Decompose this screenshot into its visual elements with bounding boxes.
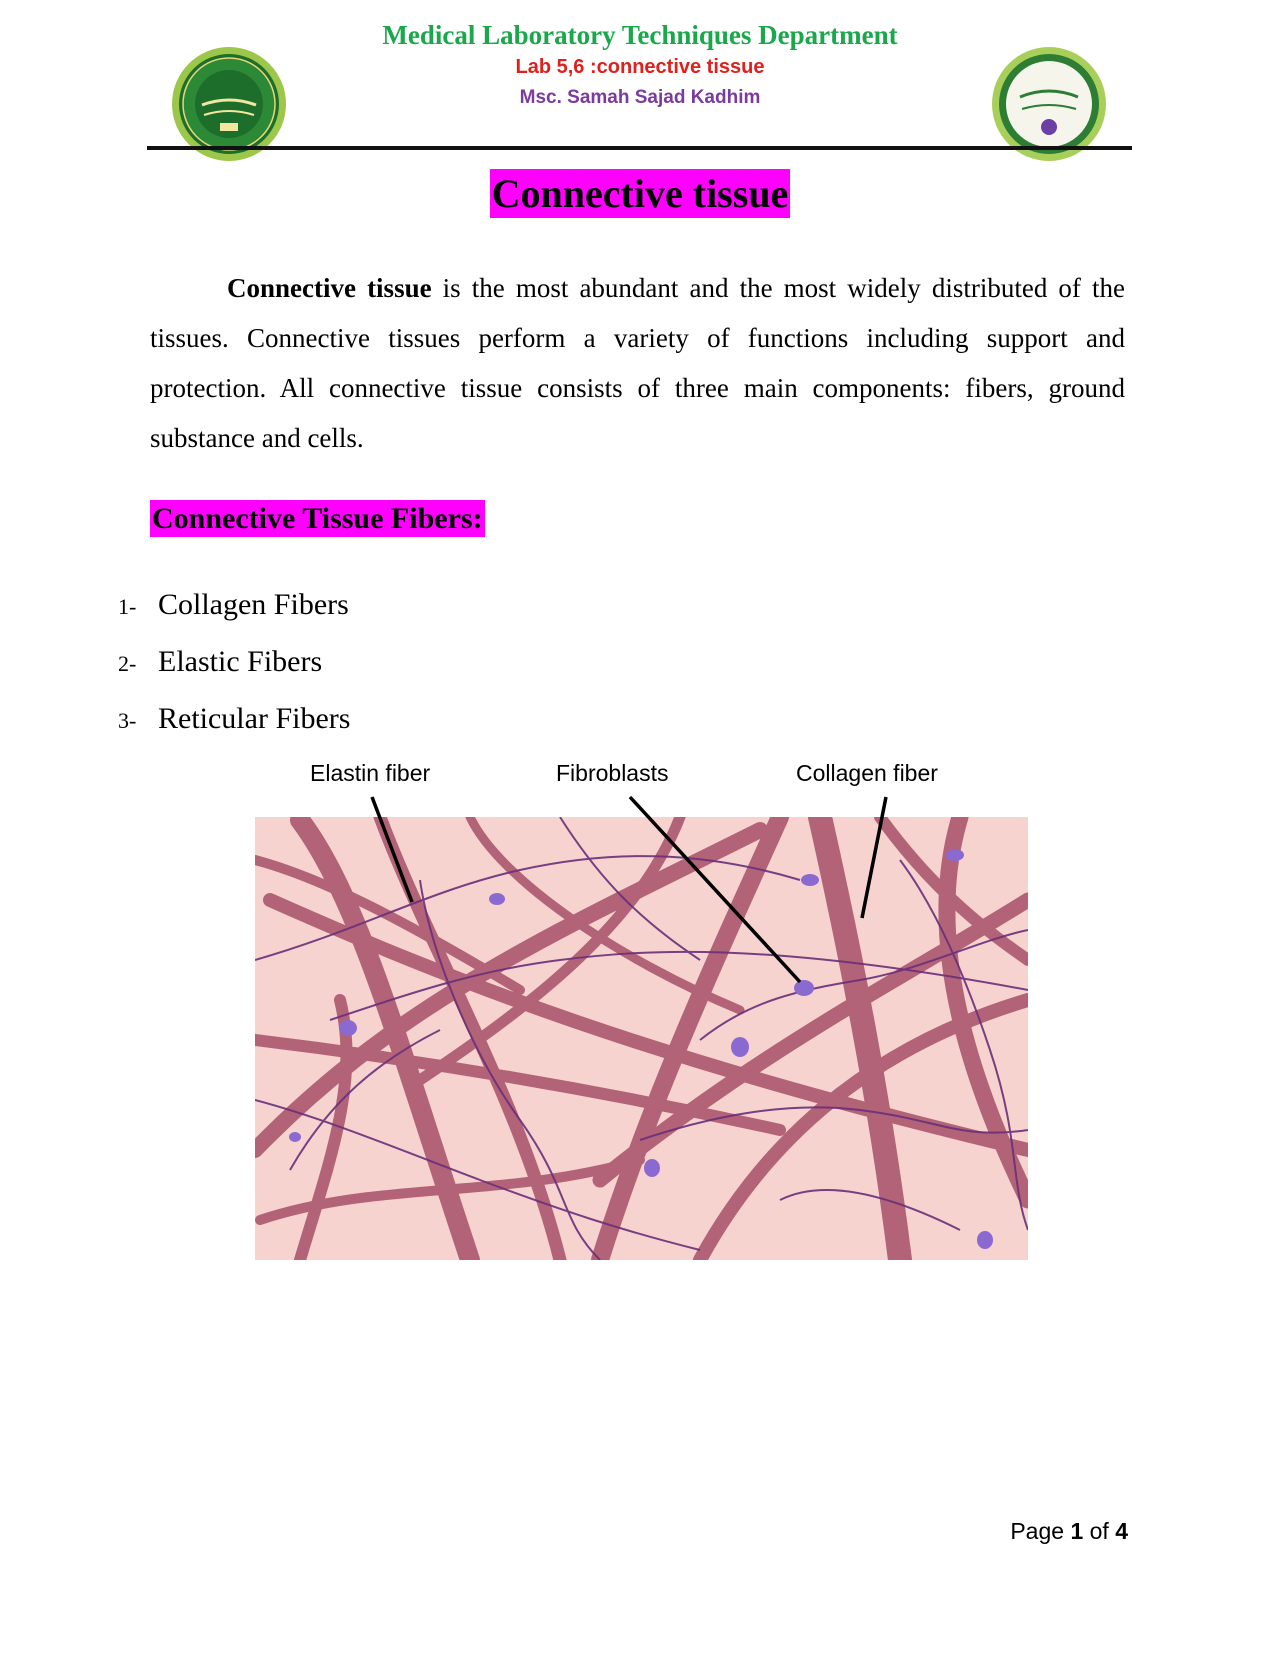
lab-subtitle: Lab 5,6 :connective tissue (515, 56, 765, 78)
list-label: Collagen Fibers (158, 588, 349, 621)
list-number: 1- (118, 594, 137, 619)
list-label: Elastic Fibers (158, 645, 323, 678)
intro-text: is the most abundant and the most widely distributed of the tissues. Connective tissues perform a variety of functions including support and protection. All connective tissue consists of three main components: fibers, ground substance and cells. (150, 273, 1125, 453)
page-number: Page 1 of 4 (1010, 1518, 1128, 1544)
intro-lead: Connective tissue (227, 273, 432, 303)
department-title: Medical Laboratory Techniques Department (382, 20, 898, 50)
list-label: Reticular Fibers (158, 702, 351, 735)
fibroblasts-label: Fibroblasts (556, 760, 669, 786)
section-heading: Connective Tissue Fibers: (152, 502, 483, 535)
author-name: Msc. Samah Sajad Kadhim (519, 87, 761, 108)
list-number: 3- (118, 708, 137, 733)
list-number: 2- (118, 651, 137, 676)
elastin-fiber-label: Elastin fiber (310, 760, 431, 786)
page-title: Connective tissue (491, 171, 789, 216)
collagen-fiber-label: Collagen fiber (796, 760, 938, 786)
